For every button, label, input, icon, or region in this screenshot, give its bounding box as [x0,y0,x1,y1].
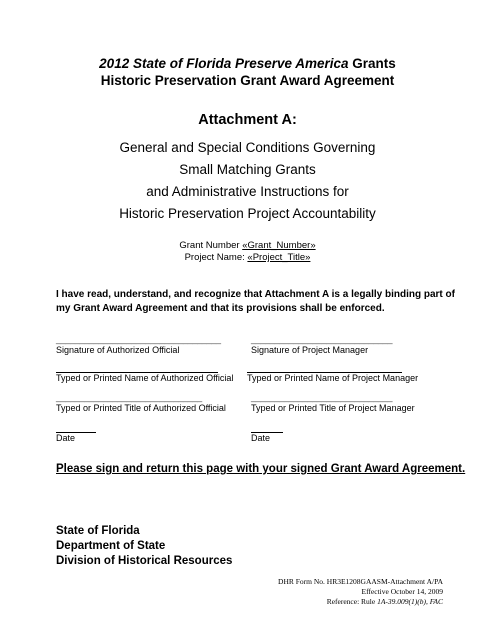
date-left-label: Date [56,433,76,443]
project-name-field: «Project_Title» [247,252,311,263]
signature-manager-label: Signature of Project Manager [251,345,369,355]
form-footer [278,577,443,607]
description-line-2: Small Matching Grants [179,162,316,177]
grant-number-field: «Grant_Number» [242,240,316,251]
footer-effective-date: Effective October 14, 2009 [361,587,443,596]
title-official-line: _______________________________ [56,392,202,402]
title-manager-line: ______________________________ [251,392,393,402]
signature-manager-line: ______________________________ [251,334,393,344]
title-official-block [56,392,226,414]
project-name [0,252,495,263]
description-line-4: Historic Preservation Project Accountability [119,206,376,221]
signature-official-line: ___________________________________ [56,334,221,344]
signature-official-block [56,334,221,356]
footer-form-number: DHR Form No. HR3E1208GAASM-Attachment A/PA [278,577,443,586]
signature-manager-block [251,334,392,356]
acknowledgement-statement: I have read, understand, and recognize that Attachment A is a legally binding part of my Grant Award Agreement and that its provisions shall be enforced. [56,289,455,314]
title-official-label: Typed or Printed Title of Authorized Official [56,403,226,413]
agency-division: Division of Historical Resources [56,555,233,567]
name-manager-label: Typed or Printed Name of Project Manager [247,373,419,383]
attachment-heading: Attachment A: [198,112,297,128]
name-official-line [56,360,218,373]
title-manager-block [251,392,415,414]
grant-number-label: Grant Number [179,240,243,251]
footer-reference-rule: 1A-39.009(1)(b), FAC [377,597,443,606]
date-left-line [56,420,96,433]
date-left-block [56,420,96,444]
name-manager-line [247,360,402,373]
name-official-block [56,360,234,384]
document-subtitle: Historic Preservation Grant Award Agreement [100,73,395,88]
footer-reference [278,597,443,607]
title-manager-label: Typed or Printed Title of Project Manager [251,403,415,413]
signature-official-label: Signature of Authorized Official [56,345,180,355]
date-right-line [251,420,283,433]
title-italic-part: 2012 State of Florida Preserve America [99,56,349,71]
footer-reference-label: Reference: Rule [326,597,378,606]
description-line-1: General and Special Conditions Governing [119,140,376,155]
date-right-block [251,420,283,444]
agency-state: State of Florida [56,525,140,537]
document-title [0,56,495,71]
date-right-label: Date [251,433,271,443]
title-rest-part: Grants [348,56,396,71]
agency-department: Department of State [56,540,166,552]
grant-number [0,240,495,251]
name-official-label: Typed or Printed Name of Authorized Official [56,373,234,383]
description-line-3: and Administrative Instructions for [146,184,349,199]
agency-block [56,524,232,569]
return-instruction: Please sign and return this page with your signed Grant Award Agreement. [56,463,466,475]
name-manager-block [247,360,419,384]
project-name-label: Project Name: [184,252,248,263]
